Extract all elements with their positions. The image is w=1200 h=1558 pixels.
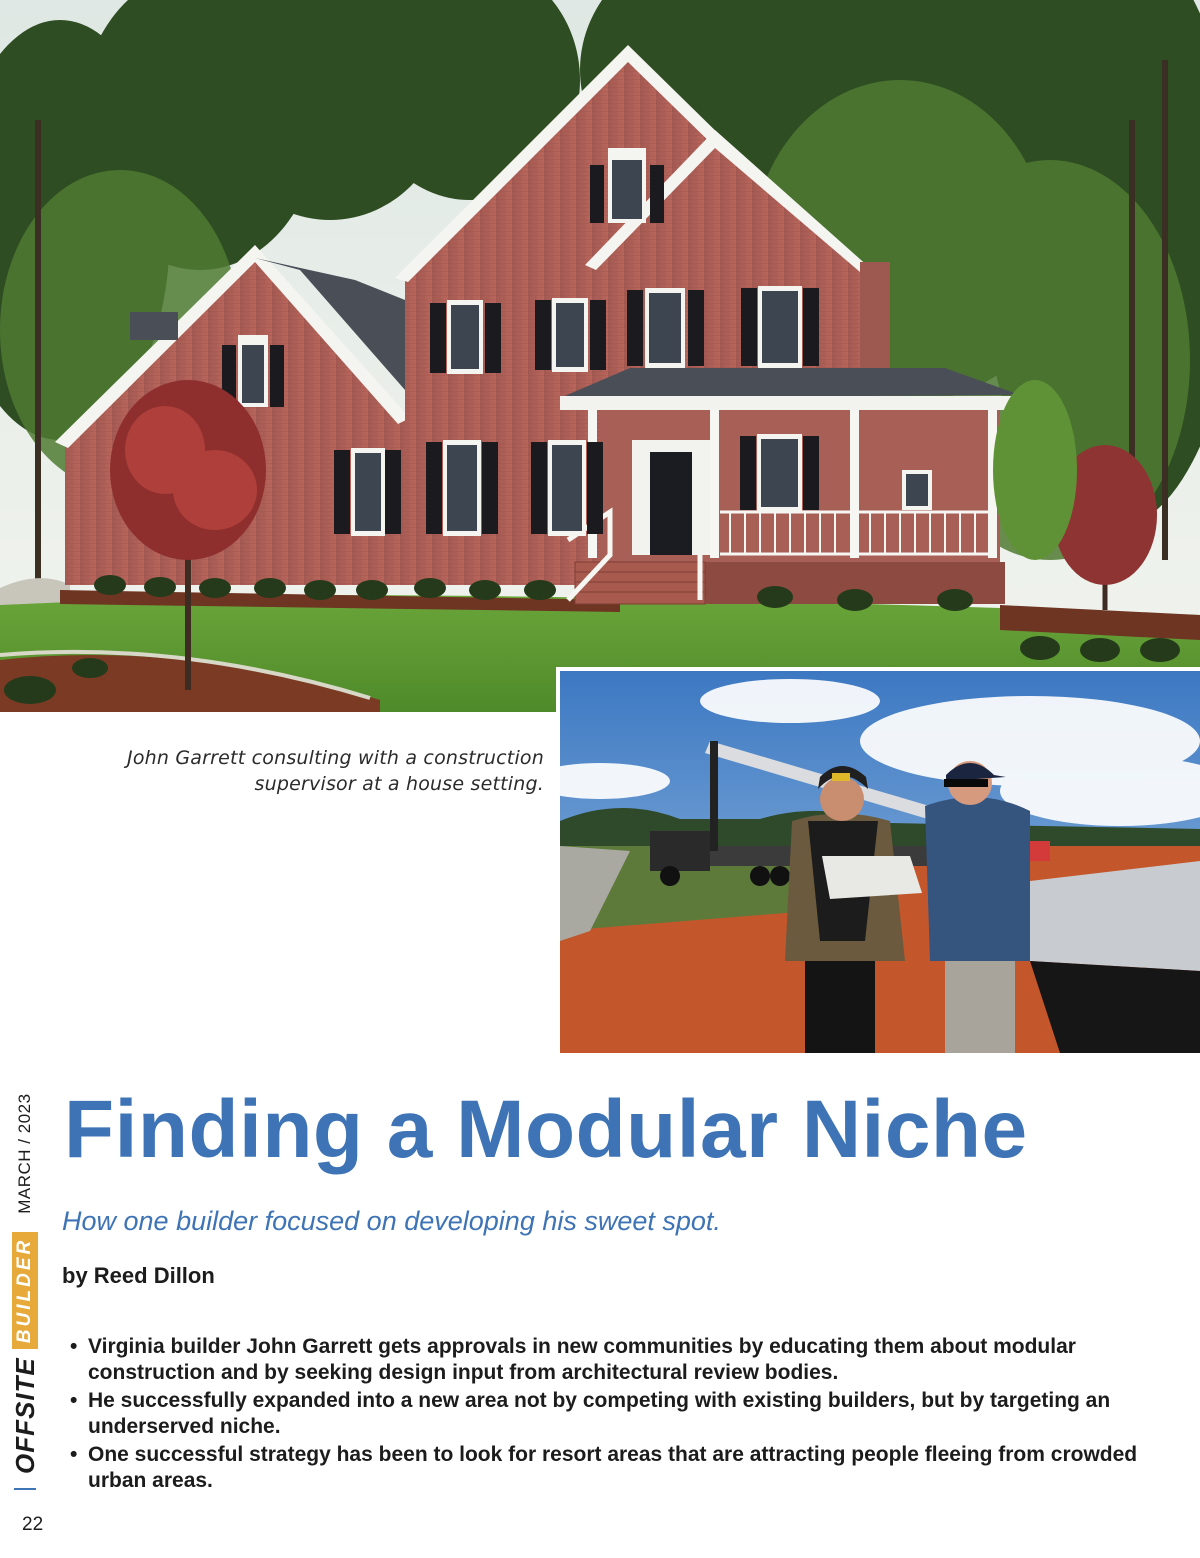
rail-divider: [14, 1488, 36, 1490]
bullet-marker: •: [70, 1443, 78, 1466]
article-title: Finding a Modular Niche: [64, 1084, 1028, 1175]
inset-photo-construction-site: [556, 667, 1200, 1053]
key-point: [68, 1442, 1148, 1494]
hero-photo-house: [0, 0, 1200, 712]
key-point: [68, 1334, 1148, 1386]
vertical-masthead: [10, 1093, 40, 1490]
article-byline: by Reed Dillon: [62, 1263, 215, 1288]
key-point-text: Virginia builder John Garrett gets approvals in new communities by educating them about modular construction and by seeking design input from architectural review bodies.: [88, 1335, 1076, 1384]
page-number: 22: [22, 1514, 44, 1535]
key-points-list: [68, 1334, 1148, 1496]
key-point-text: One successful strategy has been to look for resort areas that are attracting people fleeing from crowded urban areas.: [88, 1443, 1138, 1492]
bullet-marker: •: [70, 1389, 78, 1412]
brand-builder: BUILDER: [12, 1232, 38, 1349]
brand-offsite: OFFSITE: [10, 1357, 40, 1474]
issue-date: MARCH / 2023: [15, 1093, 34, 1214]
article-subtitle: How one builder focused on developing his sweet spot.: [62, 1206, 721, 1236]
key-point: [68, 1388, 1148, 1440]
bullet-marker: •: [70, 1335, 78, 1358]
photo-caption: John Garrett consulting with a construction supervisor at a house setting.: [127, 747, 544, 795]
key-point-text: He successfully expanded into a new area not by competing with existing builders, but by targeting an underserved niche.: [88, 1389, 1111, 1438]
